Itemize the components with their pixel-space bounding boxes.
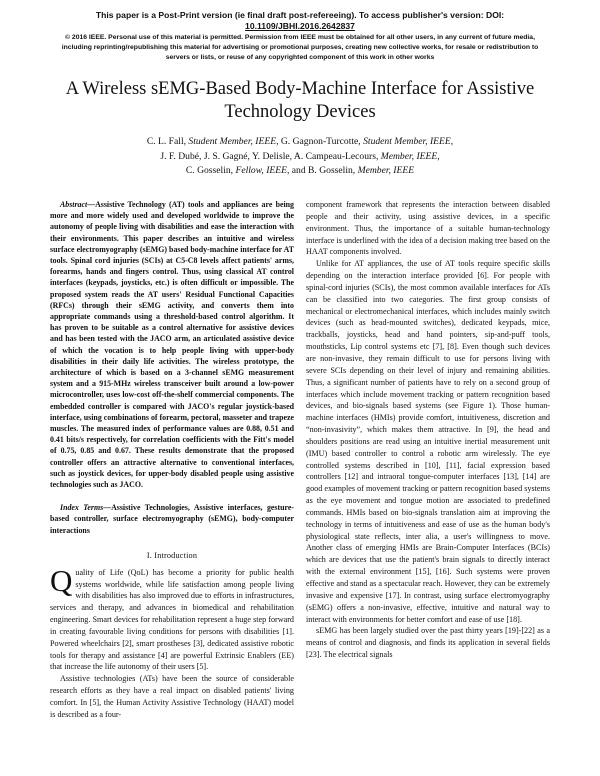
abstract-text: —Assistive Technology (AT) tools and appliances are being more and more widely used and developed worldwide to improve the autonomy of people living with disabilities and ease the interaction with their environments. This paper describes an intuitive and wireless surface electromyography (sEMG) based body-machine interface for AT tools. Spinal cord injuries (SCIs) at C5-C8 levels affect patients' arms, forearms, hands and fingers control. Thus, using classical AT control interfaces (keypads, joysticks, etc.) is often difficult or impossible. The proposed system reads the AT users' Residual Functional Capacities (RFCs) through their sEMG activity, and converts them into appropriate commands using a threshold-based control algorithm. It has proven to be suitable as a control alternative for assistive devices and has been tested with the JACO arm, an articulated assistive device of which the vocation is to help people living with upper-body disabilities in their daily life activities. The wireless prototype, the architecture of which is based on a 3-channel sEMG measurement system and a 915-MHz wireless transceiver built around a low-power microcontroller, uses low-cost off-the-shelf commercial components. The embedded controller is compared with JACO's regular joystick-based interface, using combinations of forearm, pectoral, masseter and trapeze muscles. The measured index of performance values are 0.88, 0.51 and 0.41 bits/s respectively, for correlation coefficients with the Fitt's model of 0.75, 0.85 and 0.67. These results demonstrate that the proposed controller offers an attractive alternative to conventional interfaces, such as joystick devices, for upper-body disabled people using assistive technologies such as JACO. — [50, 200, 294, 490]
author-affiliation: Member, IEEE — [380, 150, 438, 162]
postprint-notice — [50, 10, 550, 32]
author-sep: , — [450, 136, 454, 147]
abstract-label: Abstract — [60, 200, 88, 209]
author-names: J. F. Dubé, J. S. Gagné, Y. Delisle, A. Campeau-Lecours, — [160, 150, 381, 162]
paper-title: A Wireless sEMG-Based Body-Machine Interface for Assistive Technology Devices — [65, 79, 535, 122]
author-sep: , — [437, 150, 440, 162]
right-column — [306, 199, 550, 661]
index-terms-label: Index Terms — [60, 503, 104, 513]
body-paragraph-2: Unlike for AT appliances, the use of AT tools require specific skills depending on the interaction interface provided [6]. For people with spinal-cord injuries (SCIs), the most common available interfaces for ATs can be classified into two categories. The first group consists of mechanical or electromechanical interfaces, which includes mainly switch devices (such as head-mounted switches), dedicated keypads, mice, trackballs, joysticks, head and hand pointers, sip-and-puff tools, mouthsticks, Lip control systems etc [7], [8]. Even though such devices are non-invasive, they remain difficult to use for persons living with severe SCIs depending on their level of injury and remaining abilities. Thus, a significant number of patients have to rely on a second group of interfaces which include movement tracking or pattern recognition based devices, and bio-signals based systems (see Figure 1). Those human-machine interfaces (HMIs) provide comfort, intuitiveness, discretion and “non-invasivity”, which makes them attractive. In [9], the head and shoulders positions are read using an intuitive inertial measurement unit (IMU) based controller to control a robotic arm wirelessly. The eye controlled systems described in [10], [11], facial expression based controllers [12] and intraoral tongue-computer interfaces [13], [14] are good examples of movement tracking or pattern recognition based systems as the eye movement and tongue motion are associated to predefined commands. HMIs based on bio-signals translation aim at improving the technology in terms of intuitiveness and ease of use as the human body's physiological state reflects, inter alia, a user's willingness to move. Another class of emerging HMIs are Brain-Computer Interfaces (BCIs) which are devices that use the patient's brain signals to directly interact with the external environment [15], [16]. Such systems were proven effective and stand as a spectacular reach. However, they can be extremely invasive and expensive [17]. In contrast, using surface electromyography (sEMG) offers a non-invasive, effective, intuitive and natural way to interact with environments for better comfort and ease of use [18]. — [306, 259, 550, 624]
intro-paragraph-1 — [50, 562, 294, 674]
doi-link[interactable]: 10.1109/JBHI.2016.2642837 — [245, 21, 355, 31]
author-affiliation: Student Member, IEEE — [188, 136, 277, 147]
left-column — [50, 199, 294, 721]
index-terms-text: —Assistive Technologies, Assistive interfaces, gesture-based controller, surface electromyography (sEMG), body-computer interactions — [50, 503, 294, 535]
body-paragraph-1: component framework that represents the interaction between disabled people and their activity, using assistive devices, in a specific environment. Thus, the importance of a suitable human-technology interface is underlined with the idea of a decision making tree based on the HAAT components involved. — [306, 200, 550, 257]
postprint-notice-text: This paper is a Post-Print version (ie final draft post-refereeing). To access publisher's version: DOI: — [95, 10, 505, 20]
author-affiliation: Fellow, IEEE — [235, 165, 287, 177]
index-terms — [50, 502, 294, 536]
section-heading: I. Introduction — [146, 550, 198, 560]
drop-cap: Q — [50, 562, 73, 598]
author-names: , G. Gagnon-Turcotte, — [276, 136, 364, 147]
intro-paragraph-2: Assistive technologies (ATs) have been the source of considerable research efforts as they have a real impact on disabled patients' living comfort. In [5], the Human Activity Assistive Technology (HAAT) model is described as a four- — [50, 674, 294, 719]
intro-paragraph-1-text: uality of Life (QoL) has become a priority for public health systems worldwide, while life satisfaction among people living with disabilities has also improved due to efforts in infrastructures, services and therapy, and advances in biomedical and rehabilitation engineering. Smart devices for rehabilitation represent a huge step forward in creating favourable living conditions for persons with disabilities [1]. Powered wheelchairs [2], smart prostheses [3], dedicated assistive robotic tools for therapy and assistance [4] are powerful Extrinsic Enablers (EE) that increase the life autonomy of their users [5]. — [50, 567, 294, 672]
abstract — [50, 199, 294, 490]
author-names: , and B. Gosselin, — [286, 165, 358, 177]
author-affiliation: Member, IEEE — [357, 165, 415, 177]
author-list — [40, 135, 560, 179]
author-affiliation: Student Member, IEEE — [363, 136, 451, 147]
author-names: C. L. Fall, — [146, 136, 189, 147]
author-line-2 — [40, 150, 560, 165]
body-paragraph-3: sEMG has been largely studied over the past thirty years [19]-[22] as a means of control and diagnosis, and finds its application in several fields [23]. The electrical signals — [306, 626, 550, 660]
copyright-notice: © 2016 IEEE. Personal use of this material is permitted. Permission from IEEE must be obtained for all other users, in any current of future media, including reprinting/republishing this material for advertising or promotional purposes, creating new collective works, for resale or redistribution to servers or lists, or reuse of any copyrighted component of this work in other works — [61, 34, 539, 61]
author-line-3 — [40, 164, 560, 179]
author-names: C. Gosselin, — [185, 165, 236, 177]
author-line-1 — [40, 135, 560, 150]
